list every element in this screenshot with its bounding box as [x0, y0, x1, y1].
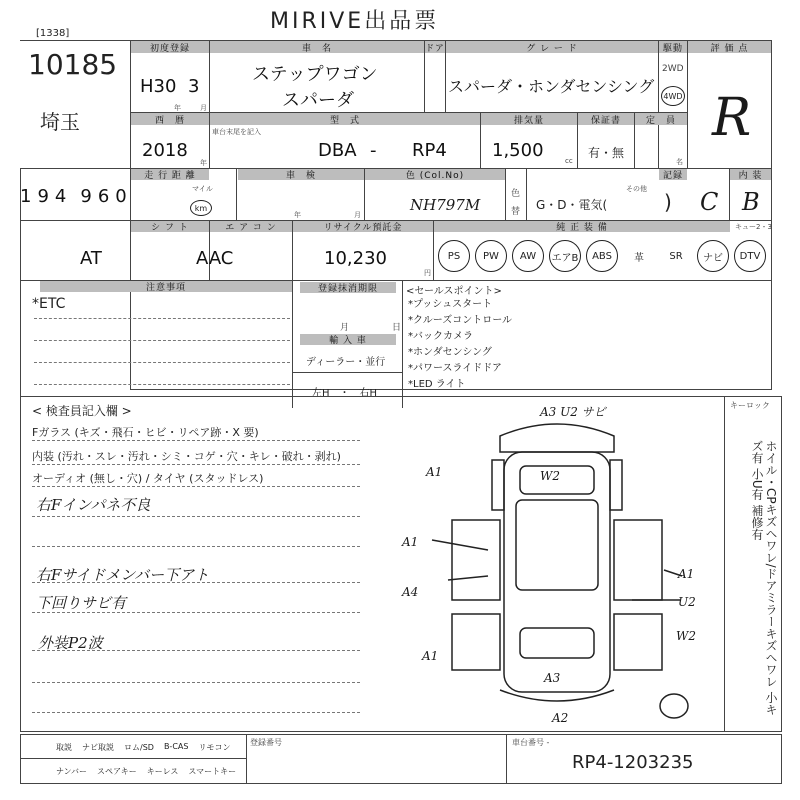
sales-point: *クルーズコントロール — [408, 315, 512, 326]
hdr-year: 西 暦 — [131, 113, 209, 125]
month-suffix: 月 — [200, 104, 207, 112]
vline-15 — [292, 220, 293, 280]
insp-line — [32, 486, 360, 487]
insp-line — [32, 546, 360, 547]
reg-month: 3 — [188, 76, 200, 97]
vline-1 — [209, 40, 210, 168]
option-aw: AW — [512, 240, 544, 272]
hdr-ac: エ ア コ ン — [210, 221, 292, 232]
hand-note: 下回りサビ有 — [36, 594, 127, 612]
rear-window-shape — [520, 628, 594, 658]
sales-point: *バックカメラ — [408, 331, 473, 342]
note-etc: *ETC — [32, 296, 66, 312]
recycle-fee: 10,230 — [324, 248, 387, 269]
mileage-digit: 1 — [20, 186, 32, 207]
damage-mark: A2 — [552, 711, 569, 725]
footer-vline — [246, 734, 247, 784]
vline-10 — [364, 168, 365, 220]
owner-number-label: 登録番号 — [250, 738, 282, 747]
mileage-digit: 0 — [115, 186, 127, 207]
hdr-record: 記録 — [659, 169, 687, 180]
hdr-warranty: 保証書 — [578, 113, 634, 125]
footer-item: スマートキー — [188, 767, 237, 776]
footer-item: 取説 — [56, 743, 72, 752]
warranty-choice: 有・無 — [588, 146, 625, 160]
note-line — [34, 384, 290, 385]
hdr-type: 型 式 — [210, 113, 480, 125]
damage-mark: W2 — [676, 629, 696, 643]
hdr-first-reg: 初度登録 — [131, 41, 209, 53]
wheel-mirror-notes: ホイル・CPキズヘワレ/ドアミラーキズヘワレ 小キズ有 小U有 補修有 — [750, 440, 778, 716]
model-year: 2018 — [142, 140, 188, 161]
prefecture: 埼玉 — [40, 110, 80, 134]
hand-note: 外装P2波 — [38, 634, 103, 652]
left-line-3 — [20, 168, 130, 169]
hdr-notes: 注意事項 — [40, 281, 292, 292]
evaluation-score: R — [712, 88, 752, 148]
year-suffix: 年 — [174, 104, 181, 112]
lot-line — [20, 40, 130, 41]
type-model: RP4 — [412, 140, 447, 161]
hdr-mileage: 走 行 距 離 — [131, 169, 209, 180]
capacity-unit: 名 — [676, 158, 683, 166]
vline-17 — [292, 280, 293, 408]
hdr-import: 輸 入 車 — [300, 334, 396, 345]
left-vline — [20, 168, 21, 400]
footer-item: ロム/SD — [124, 743, 154, 752]
sales-points — [408, 297, 512, 393]
hdr-grade: グ レ ー ド — [446, 41, 658, 53]
color-side-1: 色 — [511, 189, 521, 199]
model-name-line2: スパーダ — [282, 90, 354, 111]
option-pw: PW — [475, 240, 507, 272]
footer-item: キーレス — [146, 767, 179, 776]
option-leather: 革 — [634, 252, 644, 264]
fuel-type: G・D・電気( — [536, 198, 608, 212]
hdr-keys: キュー2・3 — [735, 223, 772, 231]
mileage-digit: 9 — [37, 186, 49, 207]
option-abs: ABS — [586, 240, 618, 272]
vline-6 — [480, 112, 481, 168]
footer-item: リモコン — [198, 743, 231, 752]
vline-13 — [729, 168, 730, 220]
insp-line — [32, 682, 360, 683]
drive-4wd: 4WD — [661, 86, 685, 106]
import-line — [292, 372, 402, 373]
hdr-options: 純 正 装 備 — [434, 221, 730, 232]
footer-items-bottom — [56, 766, 236, 777]
sales-title: <セールスポイント> — [406, 286, 502, 297]
option-ps: PS — [438, 240, 470, 272]
damage-mark: A1 — [422, 649, 439, 663]
handle-side: 左H ・ 右H — [312, 388, 378, 399]
right-rear-panel — [614, 614, 662, 670]
type-dash: - — [370, 140, 377, 161]
insp-line — [32, 516, 360, 517]
era-year: H30 — [140, 76, 177, 97]
mark-line — [448, 576, 488, 580]
footer-line — [20, 758, 246, 759]
mark-line — [432, 540, 488, 550]
front-bumper-shape — [500, 424, 614, 452]
footer-item: B-CAS — [163, 742, 189, 751]
inspector-title: < 検査員記入欄 > — [32, 404, 132, 418]
footer-items-top — [56, 742, 230, 753]
left-line-1 — [20, 220, 130, 221]
options-list — [438, 240, 766, 272]
hdr-cc: 排気量 — [481, 113, 577, 125]
hand-note: 右Fインパネ不良 — [36, 496, 151, 514]
damage-mark: A3 U2 サビ — [540, 405, 606, 419]
form-title: MIRIVE出品票 — [270, 9, 440, 34]
cc-unit: cc — [565, 157, 573, 165]
footer-item: スペアキー — [97, 767, 137, 776]
key-lock-label: キーロック — [730, 401, 770, 410]
vline-9 — [236, 168, 237, 220]
note-line — [34, 362, 290, 363]
right-doors — [614, 520, 662, 600]
fuel-other: その他 — [626, 185, 647, 193]
mileage-unit-km: km — [190, 200, 212, 216]
mileage-digit: 6 — [97, 186, 110, 207]
left-doors — [452, 520, 500, 600]
vline-11 — [505, 168, 506, 220]
displacement: 1,500 — [492, 140, 544, 161]
color-code: NH797M — [410, 196, 481, 214]
option-navi: ナビ — [697, 240, 729, 272]
dealer-parallel: ディーラー・並行 — [306, 357, 386, 368]
exterior-grade: C — [700, 188, 719, 216]
footer-item: ナンバー — [56, 767, 88, 776]
air-conditioner: AAC — [196, 248, 234, 269]
insp-line — [32, 464, 360, 465]
chassis-number: RP4-1203235 — [572, 752, 694, 773]
note-line — [34, 318, 290, 319]
damage-mark: A1 — [426, 465, 443, 479]
mileage-unit-mile: マイル — [192, 185, 213, 193]
left-front-fender — [492, 460, 504, 510]
reg-expiry-day: 日 — [392, 323, 402, 333]
damage-mark: A3 — [544, 671, 561, 685]
sales-point: *プッシュスタート — [408, 299, 493, 310]
vline-8 — [634, 112, 635, 168]
hdr-door: ドア — [425, 41, 445, 53]
mileage-digit: 9 — [80, 186, 92, 207]
audio-tire-line: オーディオ (無し・穴) / タイヤ (スタッドレス) — [32, 472, 264, 485]
damage-mark: W2 — [540, 469, 560, 483]
mileage-digit: 4 — [54, 186, 67, 207]
yen-unit: 円 — [424, 269, 431, 277]
footer-vline — [506, 734, 507, 784]
chassis-note: 車台末尾を記入 — [212, 128, 261, 136]
left-rear-panel — [452, 614, 500, 670]
grade: スパーダ・ホンダセンシング — [448, 77, 655, 96]
insp-line — [32, 440, 360, 441]
option-sunroof: SR — [669, 250, 683, 262]
windshield-line: Fガラス (キズ・飛石・ヒビ・リペア跡・X 要) — [32, 426, 259, 439]
inspection-year: 年 — [294, 211, 301, 219]
interior-grade: B — [742, 188, 760, 216]
insp-line — [32, 712, 360, 713]
vline-4 — [658, 40, 659, 168]
damage-mark: U2 — [678, 595, 696, 609]
hdr-shift: シ フ ト — [131, 221, 209, 232]
vline-2 — [424, 40, 425, 112]
vline-3 — [445, 40, 446, 112]
footer-item: ナビ取説 — [82, 743, 114, 752]
car-damage-diagram — [392, 400, 722, 730]
right-front-fender — [610, 460, 622, 510]
hdr-recycle: リサイクル預託金 — [293, 221, 433, 232]
vline-5 — [687, 40, 688, 168]
hdr-capacity: 定 員 — [635, 113, 687, 125]
hdr-model: 車 名 — [210, 41, 424, 53]
reg-expiry-month: 月 — [340, 323, 350, 333]
hdr-drive: 駆動 — [659, 41, 687, 53]
chassis-number-label: 車台番号 - — [512, 738, 550, 747]
shift-type: AT — [80, 248, 102, 269]
hdr-interior: 内 装 — [730, 169, 771, 180]
type-prefix: DBA — [318, 140, 357, 161]
sales-point: *LED ライト — [408, 379, 466, 390]
spare-tire-circle — [660, 694, 688, 718]
mileage-digits — [20, 186, 127, 207]
sales-point: *ホンダセンシング — [408, 347, 492, 358]
sales-point: *パワースライドドア — [408, 363, 502, 374]
note-line — [34, 340, 290, 341]
roof-shape — [516, 500, 598, 590]
hdr-score: 評 価 点 — [688, 41, 771, 53]
fuel-close: ) — [664, 190, 672, 214]
hand-note: 右Fサイドメンバー下アト — [36, 566, 210, 584]
hdr-inspection: 車 検 — [238, 169, 364, 180]
drive-2wd: 2WD — [662, 64, 684, 74]
vline-12 — [526, 168, 527, 220]
option-airbag: エアB — [549, 240, 581, 272]
damage-mark: A4 — [402, 585, 419, 599]
lot-number: 10185 — [28, 48, 118, 81]
reference-number: [1338] — [36, 28, 70, 39]
vline-7 — [577, 112, 578, 168]
damage-mark: A1 — [402, 535, 419, 549]
hdr-reg-expiry: 登録抹消期限 — [300, 282, 396, 293]
vline-18 — [402, 280, 403, 408]
color-side-2: 替 — [511, 207, 521, 217]
interior-line: 内装 (汚れ・スレ・汚れ・シミ・コゲ・穴・キレ・破れ・剥れ) — [32, 450, 341, 463]
hdr-color: 色 (Col.No) — [365, 169, 505, 180]
option-dtv: DTV — [734, 240, 766, 272]
vline-16 — [433, 220, 434, 280]
inspection-month: 月 — [354, 211, 361, 219]
damage-mark: A1 — [678, 567, 695, 581]
year-unit: 年 — [200, 159, 207, 167]
model-name-line1: ステップワゴン — [252, 64, 378, 85]
